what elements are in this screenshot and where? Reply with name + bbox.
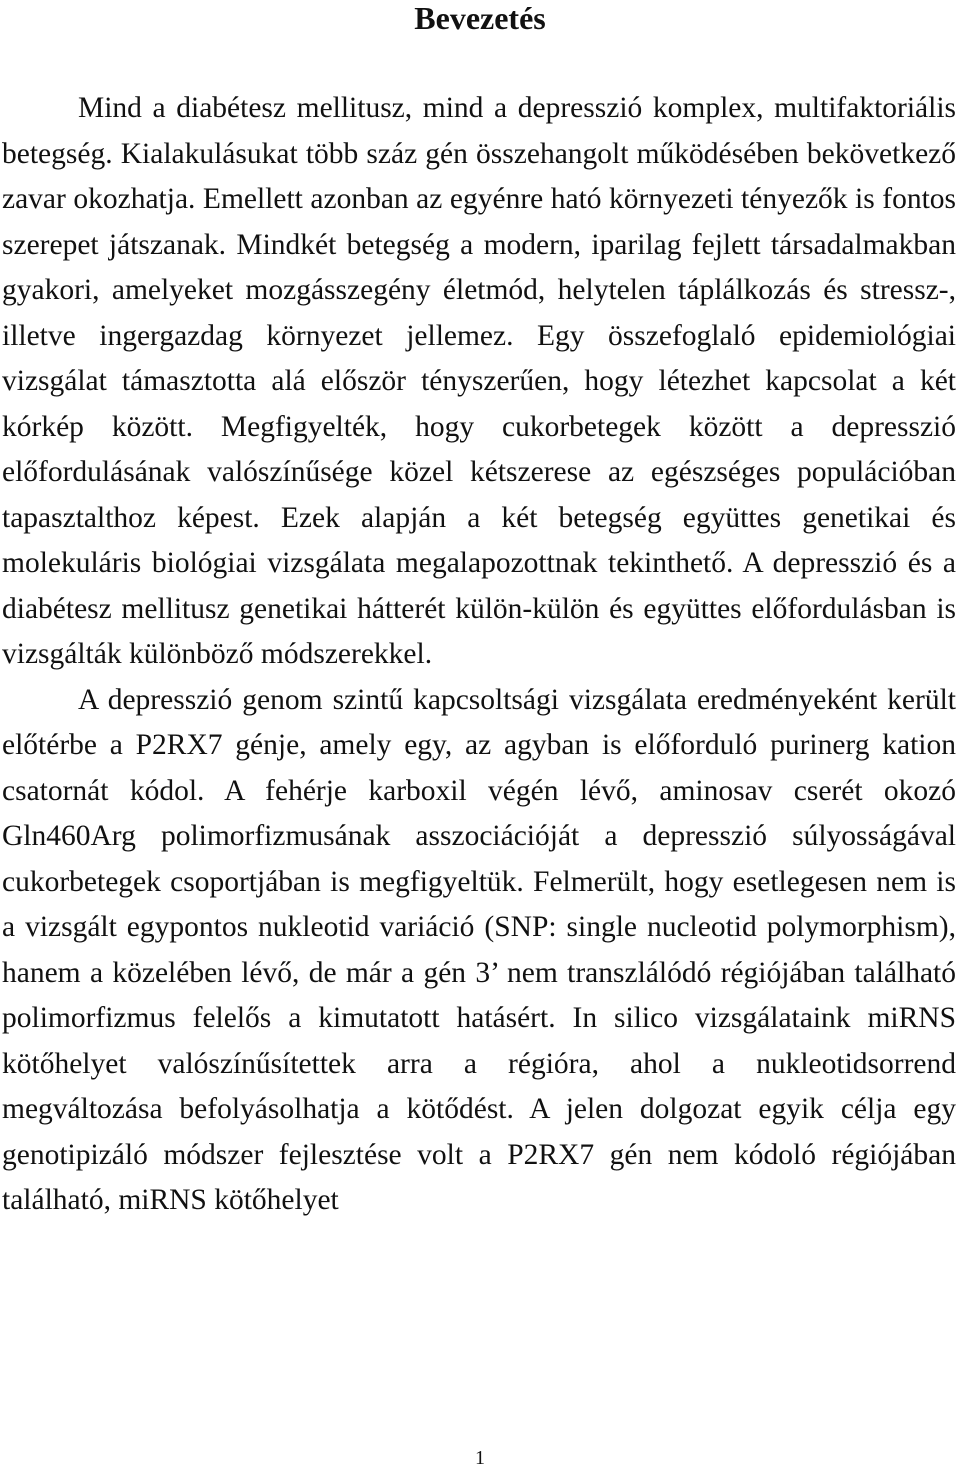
page-title: Bevezetés	[414, 0, 546, 36]
body-text	[2, 86, 956, 1224]
page-number: 1	[475, 1447, 485, 1469]
paragraph-p2rx7: A depresszió genom szintű kapcsoltsági vizsgálata eredményeként került előtérbe a P2RX7 génje, amely egy, az agyban is előforduló purinerg kation csatornát kódol. A fehérje karboxil végén lévő, aminosav cserét okozó Gln460Arg polimorfizmusának asszociációját a depresszió súlyosságával cukorbetegek csoportjában is megfigyeltük. Felmerült, hogy esetlegesen nem is a vizsgált egypontos nukleotid variáció (SNP: single nucleotid polymorphism), hanem a közelében lévő, de már a gén 3’ nem transzlálódó régiójában található polimorfizmus felelős a kimutatott hatásért. In silico vizsgálataink miRNS kötőhelyet valószínűsítettek arra a régióra, ahol a nukleotidsorrend megváltozása befolyásolhatja a kötődést. A jelen dolgozat egyik célja egy genotipizáló módszer fejlesztése volt a P2RX7 gén nem kódoló régiójában található, miRNS kötőhelyet	[2, 683, 956, 1216]
paragraph-introduction: Mind a diabétesz mellitusz, mind a depresszió komplex, multifaktoriális betegség. Kialakulásukat több száz gén összehangolt működésében bekövetkező zavar okozhatja. Emellett azonban az egyénre ható környezeti tényezők is fontos szerepet játszanak. Mindkét betegség a modern, iparilag fejlett társadalmakban gyakori, amelyeket mozgásszegény életmód, helytelen táplálkozás és stressz-, illetve ingergazdag környezet jellemez. Egy összefoglaló epidemiológiai vizsgálat támasztotta alá először tényszerűen, hogy létezhet kapcsolat a két kórkép között. Megfigyelték, hogy cukorbetegek között a depresszió előfordulásának valószínűsége közel kétszerese az egészséges populációban tapasztalthoz képest. Ezek alapján a két betegség együttes genetikai és molekuláris biológiai vizsgálata megalapozottnak tekinthető. A depresszió és a diabétesz mellitusz genetikai hátterét külön-külön és együttes előfordulásban is vizsgálták különböző módszerekkel.	[2, 92, 956, 670]
